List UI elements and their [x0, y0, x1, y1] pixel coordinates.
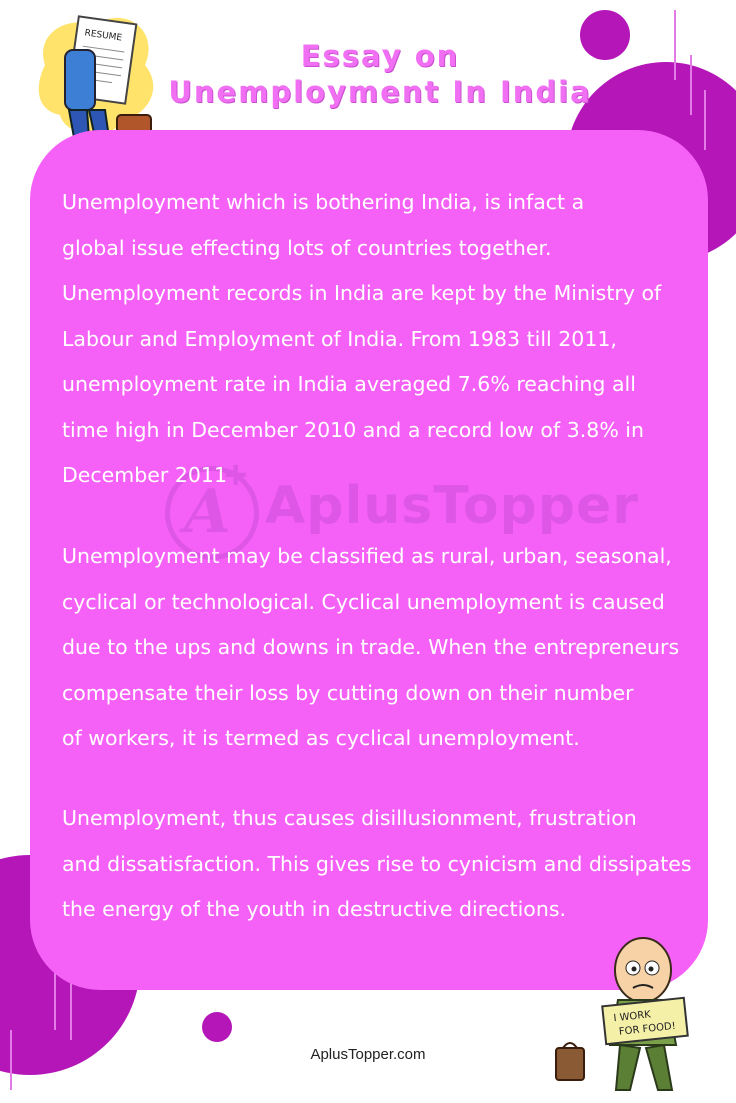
- paragraph-line: and dissatisfaction. This gives rise to cynicism and dissipates: [62, 851, 692, 876]
- paragraph-line: of workers, it is termed as cyclical unemployment.: [62, 726, 580, 750]
- paragraph-line: due to the ups and downs in trade. When the entrepreneurs: [62, 635, 680, 659]
- paragraph-line: cyclical or technological. Cyclical unemployment is caused: [62, 589, 665, 614]
- essay-paragraph-3: [62, 796, 702, 933]
- paragraph-line: Unemployment which is bothering India, is infact a: [62, 190, 585, 214]
- decor-line: [690, 55, 692, 115]
- paragraph-line: global issue effecting lots of countries together.: [62, 235, 552, 260]
- paragraph-line: the energy of the youth in destructive directions.: [62, 897, 567, 921]
- watermark-text: AplusTopper: [265, 476, 639, 536]
- paragraph-line: time high in December 2010 and a record low of 3.8% in: [62, 417, 644, 442]
- sign-text-line-1: I WORK: [613, 1009, 652, 1025]
- paragraph-line: Labour and Employment of India. From 1983 till 2011,: [62, 326, 617, 351]
- footer-site-name: AplusTopper.com: [310, 1046, 426, 1063]
- watermark-logo-icon: A +: [165, 466, 259, 560]
- decor-circle-bottom-small: [202, 1012, 232, 1042]
- sign-text-line-2: FOR FOOD!: [618, 1020, 677, 1038]
- decor-line: [674, 10, 676, 80]
- title-line-1: Essay on: [300, 39, 460, 73]
- decor-line: [704, 90, 706, 150]
- resume-paper-label: RESUME: [83, 28, 123, 44]
- paragraph-line: Unemployment may be classified as rural, urban, seasonal,: [62, 544, 672, 568]
- paragraph-line: December 2011: [62, 463, 227, 487]
- decor-line: [70, 980, 72, 1040]
- essay-paragraph-2: [62, 534, 702, 762]
- paragraph-line: compensate their loss by cutting down on their number: [62, 680, 634, 705]
- paragraph-line: Unemployment records in India are kept by the Ministry of: [62, 281, 662, 305]
- paragraph-line: unemployment rate in India averaged 7.6% reaching all: [62, 372, 636, 396]
- title-line-2: Unemployment In India: [168, 75, 592, 109]
- page-title: [150, 38, 610, 110]
- paragraph-line: Unemployment, thus causes disillusionment, frustration: [62, 806, 637, 830]
- man-with-sign-illustration: [548, 930, 728, 1100]
- essay-paragraph-1: [62, 180, 702, 499]
